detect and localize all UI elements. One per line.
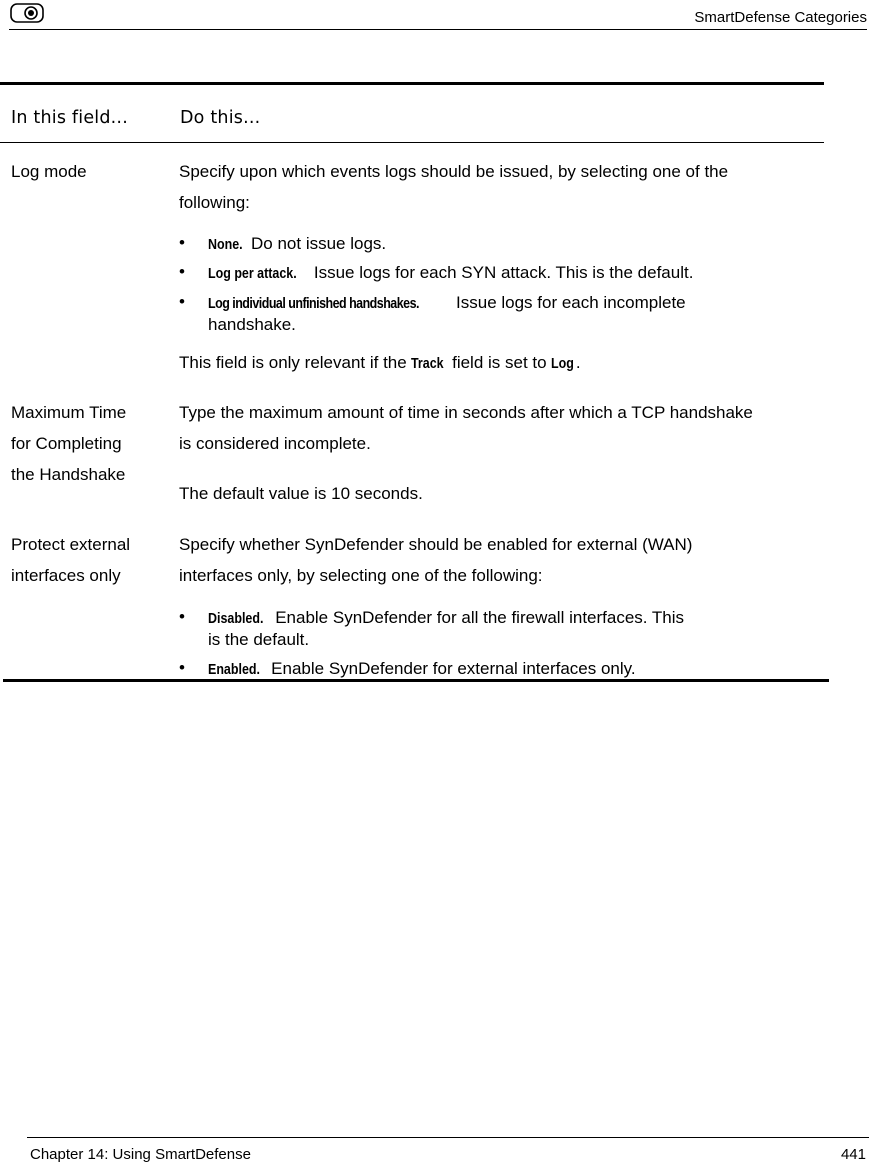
bullet-icon: • [179,658,185,677]
table-top-border [0,82,824,85]
header-divider [9,29,867,30]
table-bottom-border [3,679,829,682]
footer-divider [27,1137,869,1138]
check-point-logo-icon [10,3,44,23]
value-reference-log: Log [551,356,575,372]
option-term: Log per attack. [208,266,297,282]
field-name: the Handshake [11,465,126,484]
bullet-icon: • [179,292,185,311]
option-text: Enable SynDefender for external interfaces only. [271,659,636,678]
option-text: Do not issue logs. [251,234,387,253]
field-name: Maximum Time [11,403,127,422]
bullet-icon: • [179,607,185,626]
option-term: Log individual unfinished handshakes. [208,296,419,312]
option-text: Issue logs for each SYN attack. This is the default. [313,263,694,282]
field-description: following: [179,193,250,212]
column-header-field: In this field... [11,108,128,128]
column-header-action: Do this... [180,108,261,128]
option-term: Enabled. [208,662,260,678]
option-text: Issue logs for each incomplete [456,293,686,312]
field-description: is considered incomplete. [179,434,371,453]
field-name: interfaces only [11,566,121,585]
field-name: Log mode [11,162,87,181]
option-text: handshake. [208,315,296,334]
field-description: Specify upon which events logs should be issued, by selecting one of the [179,162,729,181]
bullet-icon: • [179,233,185,252]
page-header-title: SmartDefense Categories [694,9,867,26]
field-note: The default value is 10 seconds. [179,484,423,503]
option-text: Enable SynDefender for all the firewall interfaces. This [275,608,685,627]
bullet-icon: • [179,262,185,281]
table-header-divider [0,142,824,143]
field-description: Type the maximum amount of time in seconds after which a TCP handshake [179,403,753,422]
footer-chapter: Chapter 14: Using SmartDefense [30,1146,251,1163]
field-reference-track: Track [411,356,445,372]
option-term: Disabled. [208,611,264,627]
field-description: Specify whether SynDefender should be enabled for external (WAN) [179,535,693,554]
option-term: None. [208,237,243,253]
field-description: interfaces only, by selecting one of the following: [179,566,543,585]
page-number: 441 [840,1146,866,1163]
field-note: This field is only relevant if the Track field is set to Log . [179,347,581,380]
field-name: for Completing [11,434,122,453]
field-name: Protect external [11,535,131,554]
option-text: is the default. [208,630,310,649]
